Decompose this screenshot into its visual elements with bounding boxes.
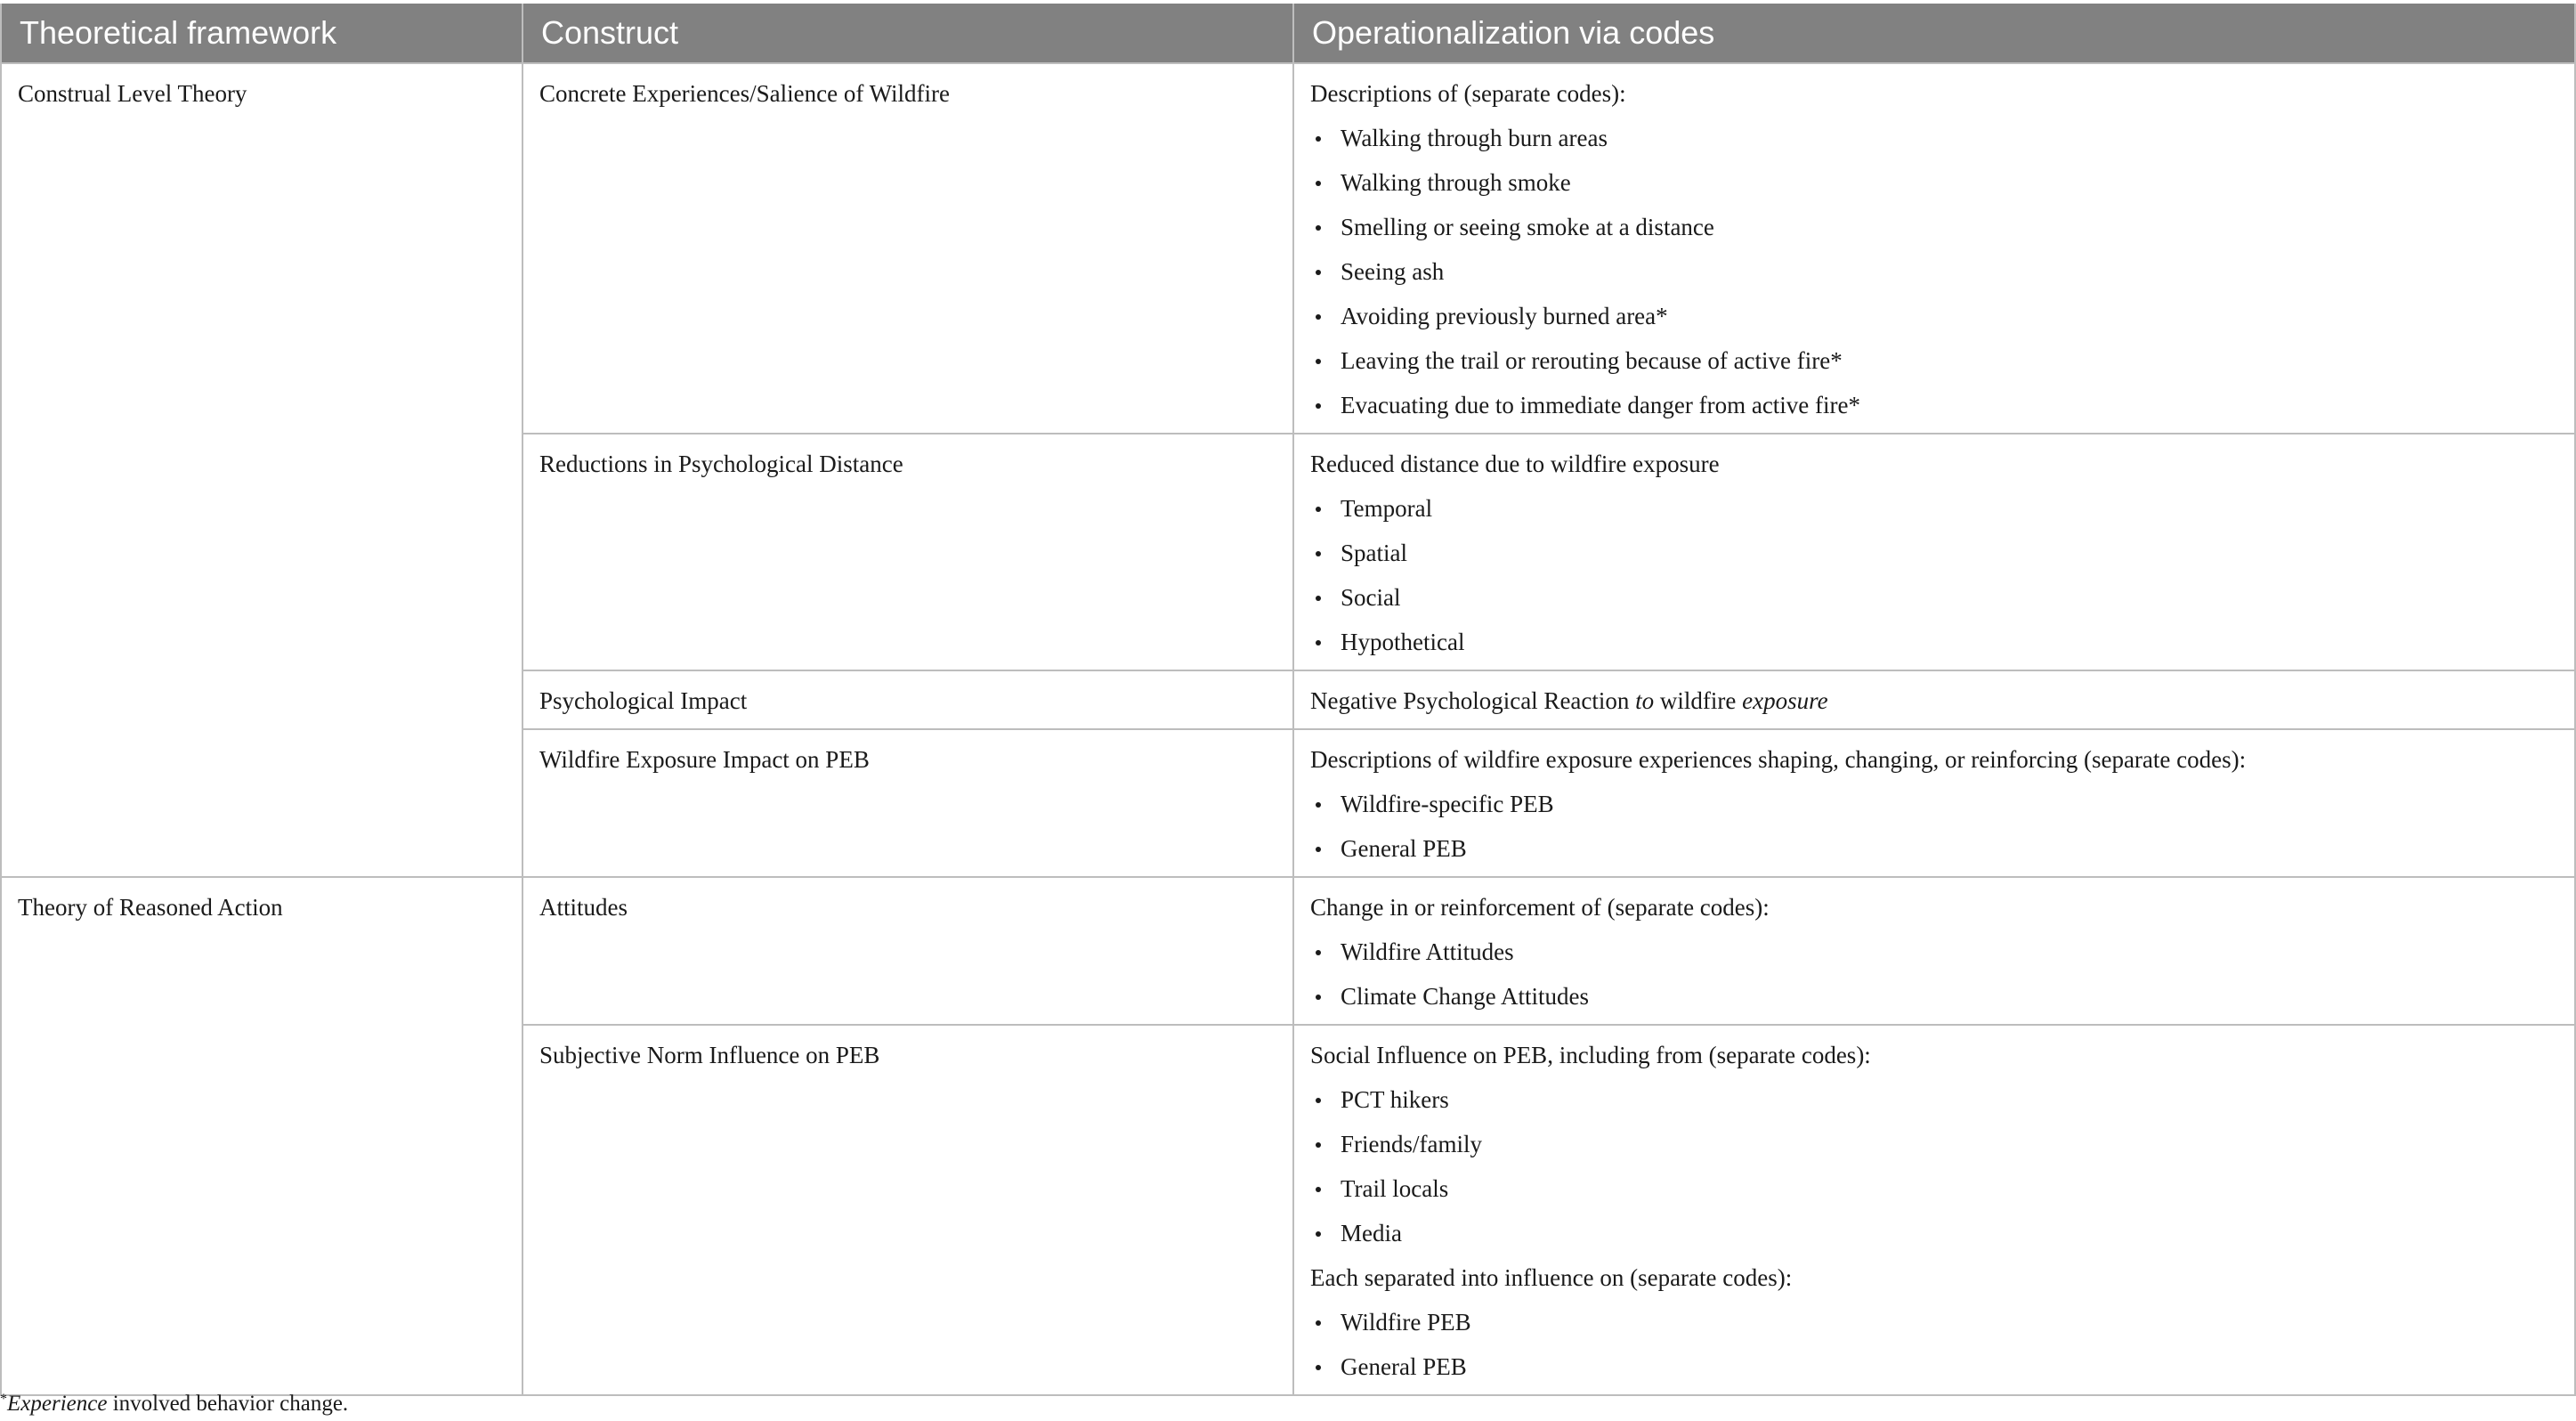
- code-intro: Change in or reinforcement of (separate codes):: [1310, 894, 1770, 921]
- list-item: Trail locals: [1310, 1173, 2558, 1204]
- construct-cell: [522, 1025, 1293, 1395]
- table-row: [1, 63, 2575, 434]
- construct-name: Subjective Norm Influence on PEB: [539, 1042, 880, 1068]
- code-list: [1310, 1084, 2558, 1248]
- code-list: [1310, 123, 2558, 420]
- header-theoretical-framework: Theoretical framework: [1, 4, 522, 63]
- list-item: General PEB: [1310, 1352, 2558, 1382]
- list-item: Seeing ash: [1310, 256, 2558, 287]
- list-item: Evacuating due to immediate danger from active fire*: [1310, 390, 2558, 420]
- list-item: Walking through burn areas: [1310, 123, 2558, 153]
- construct-name: Reductions in Psychological Distance: [539, 451, 903, 477]
- code-list: [1310, 493, 2558, 657]
- operationalization-cell: [1293, 434, 2575, 670]
- framework-name: Construal Level Theory: [18, 80, 247, 107]
- list-item: Friends/family: [1310, 1129, 2558, 1159]
- list-item: Smelling or seeing smoke at a distance: [1310, 212, 2558, 242]
- list-item: Temporal: [1310, 493, 2558, 524]
- operationalization-cell: [1293, 63, 2575, 434]
- operationalization-cell: [1293, 729, 2575, 877]
- framework-name: Theory of Reasoned Action: [18, 894, 283, 921]
- code-intro-emphasis: exposure: [1742, 687, 1828, 714]
- list-item: Hypothetical: [1310, 627, 2558, 657]
- table-footnote: [0, 1385, 348, 1418]
- list-item: Wildfire Attitudes: [1310, 937, 2558, 967]
- list-item: Walking through smoke: [1310, 167, 2558, 198]
- code-intro: Descriptions of wildfire exposure experiences shaping, changing, or reinforcing (separate codes):: [1310, 746, 2247, 773]
- footnote-emphasis: Experience: [7, 1392, 108, 1416]
- footnote-marker: *: [0, 1392, 7, 1407]
- construct-cell: [522, 729, 1293, 877]
- list-item: Wildfire-specific PEB: [1310, 789, 2558, 819]
- construct-name: Concrete Experiences/Salience of Wildfire: [539, 80, 950, 107]
- code-intro-secondary: Each separated into influence on (separate codes):: [1310, 1264, 1793, 1291]
- operationalization-cell: [1293, 1025, 2575, 1395]
- list-item: Social: [1310, 582, 2558, 613]
- construct-name: Psychological Impact: [539, 687, 748, 714]
- footnote-text: involved behavior change.: [107, 1392, 349, 1416]
- operationalization-cell: [1293, 877, 2575, 1025]
- code-intro-text: wildfire: [1654, 687, 1743, 714]
- framework-cell: [1, 63, 522, 877]
- list-item: Leaving the trail or rerouting because of active fire*: [1310, 345, 2558, 376]
- framework-cell: [1, 877, 522, 1395]
- header-operationalization: Operationalization via codes: [1293, 4, 2575, 63]
- code-list: [1310, 789, 2558, 864]
- code-list: [1310, 937, 2558, 1011]
- construct-cell: [522, 670, 1293, 729]
- table-row: [1, 877, 2575, 1025]
- list-item: General PEB: [1310, 833, 2558, 864]
- list-item: Climate Change Attitudes: [1310, 981, 2558, 1011]
- header-construct: Construct: [522, 4, 1293, 63]
- construct-name: Attitudes: [539, 894, 628, 921]
- code-intro: Social Influence on PEB, including from (separate codes):: [1310, 1042, 1871, 1068]
- list-item: PCT hikers: [1310, 1084, 2558, 1115]
- construct-cell: [522, 877, 1293, 1025]
- code-intro: [1310, 686, 2558, 716]
- construct-cell: [522, 434, 1293, 670]
- code-intro-text: Negative Psychological Reaction: [1310, 687, 1636, 714]
- list-item: Avoiding previously burned area*: [1310, 301, 2558, 331]
- code-list-secondary: [1310, 1307, 2558, 1382]
- construct-name: Wildfire Exposure Impact on PEB: [539, 746, 870, 773]
- code-intro: Descriptions of (separate codes):: [1310, 80, 1626, 107]
- operationalization-cell: [1293, 670, 2575, 729]
- list-item: Wildfire PEB: [1310, 1307, 2558, 1337]
- code-intro-emphasis: to: [1635, 687, 1655, 714]
- code-intro: Reduced distance due to wildfire exposure: [1310, 451, 1720, 477]
- table-header: [1, 4, 2575, 63]
- construct-cell: [522, 63, 1293, 434]
- codebook-table: [0, 4, 2576, 1396]
- list-item: Media: [1310, 1218, 2558, 1248]
- list-item: Spatial: [1310, 538, 2558, 568]
